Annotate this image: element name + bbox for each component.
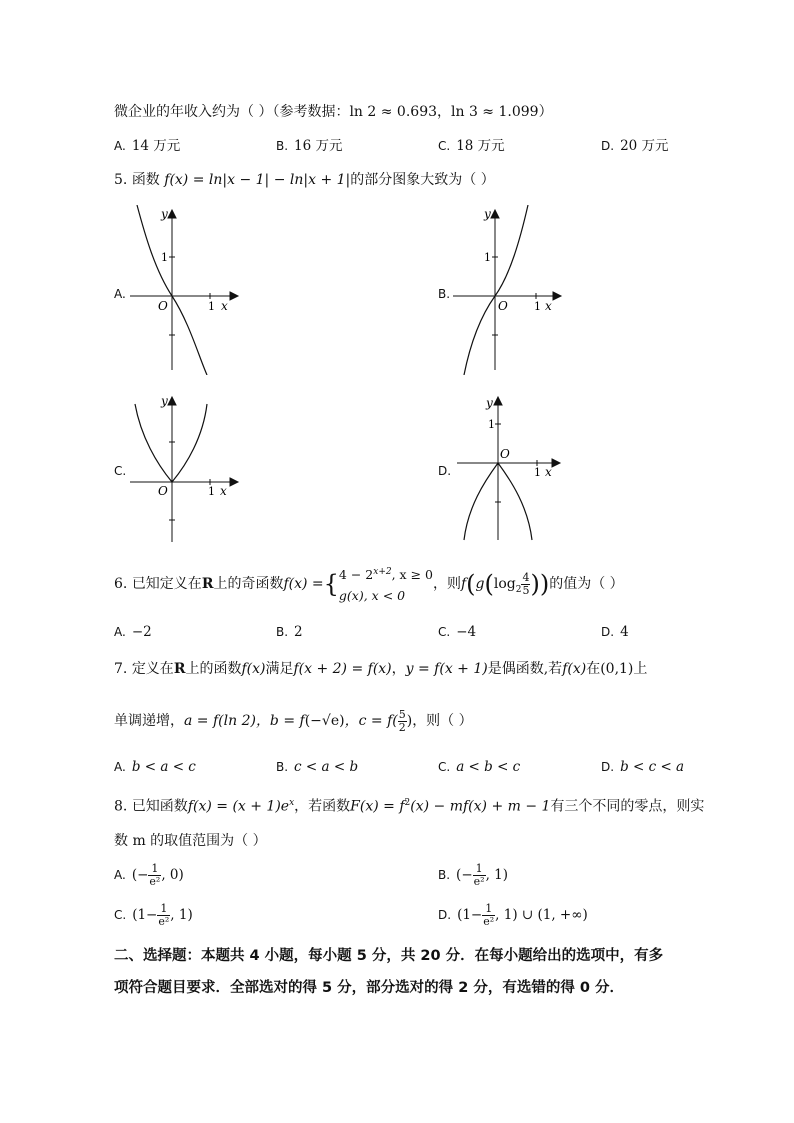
q4-option-c[interactable]: C. 18 万元 [438, 138, 505, 154]
graph-c-one-x: 1 [208, 485, 215, 498]
q4-option-a[interactable]: A. 14 万元 [114, 138, 181, 154]
graph-b-one-y: 1 [484, 251, 491, 264]
q7-fraction: $\frac{5}{2}$ [398, 707, 406, 734]
q7-option-d[interactable]: D. b < c < a [601, 759, 685, 775]
graph-d[interactable] [452, 392, 567, 542]
q6-piecewise: $4 - 2^{x+2}$, x ≥ 0 g(x), x < 0 [338, 567, 433, 603]
graph-a-x-label: x [221, 299, 228, 313]
q7-stem-line1: 7. 定义在R上的函数f(x)满足f(x + 2) = f(x)，y = f(x + 1)是偶函数,若f(x)在(0,1)上 [114, 661, 648, 677]
q5-stem: 5. 函数 f(x) = ln|x − 1| − ln|x + 1|的部分图象大致为（ ） [114, 172, 495, 188]
graph-a[interactable] [125, 205, 240, 375]
q8-stem-line1: 8. 已知函数$f(x) = (x + 1)e^x$，若函数$F(x) = f^2(x) - mf(x) + m - 1$有三个不同的零点，则实 [114, 798, 705, 815]
q8-stem-line2: 数 m 的取值范围为（ ） [114, 833, 267, 849]
q8-option-c[interactable]: C. (1− $\frac{1}{\text{e²}}$ , 1) [114, 902, 193, 928]
graph-d-one-x: 1 [534, 466, 541, 479]
graph-b-label[interactable]: B. [438, 287, 451, 301]
graph-d-curve-left [464, 463, 498, 540]
graph-d-origin: O [500, 447, 510, 461]
graph-c-origin: O [158, 484, 168, 498]
graph-d-x-label: x [545, 465, 552, 479]
q6-option-b[interactable]: B. 2 [276, 624, 303, 640]
graph-d-label[interactable]: D. [438, 464, 452, 478]
q8-option-a[interactable]: A. (− $\frac{1}{\text{e²}}$ , 0) [114, 862, 184, 888]
graph-c-curve-left [135, 404, 172, 482]
graph-c[interactable] [125, 392, 240, 547]
graph-c-curve-right [172, 404, 207, 482]
graph-a-axes [130, 210, 238, 370]
graph-c-y-label: y [161, 394, 168, 408]
graph-b-axes [453, 210, 561, 370]
graph-a-label[interactable]: A. [114, 287, 126, 301]
graph-a-one-x: 1 [208, 300, 215, 313]
q7-option-c[interactable]: C. a < b < c [438, 759, 521, 775]
q8-option-b[interactable]: B. (− $\frac{1}{\text{e²}}$ , 1) [438, 862, 509, 888]
graph-b-curve [464, 205, 528, 375]
graph-d-curve-right [498, 463, 532, 540]
left-brace: { [323, 570, 339, 598]
q6-fraction: $\frac{4}{5}$ [522, 570, 530, 597]
graph-c-axes [130, 397, 238, 542]
graph-d-y-label: y [486, 396, 493, 410]
graph-b[interactable] [448, 205, 563, 375]
q7-option-b[interactable]: B. c < a < b [276, 759, 359, 775]
graph-d-one-y: 1 [488, 418, 495, 431]
q6-option-a[interactable]: A. −2 [114, 624, 152, 640]
q6-option-c[interactable]: C. −4 [438, 624, 477, 640]
graph-b-y-label: y [484, 207, 491, 221]
q7-option-a[interactable]: A. b < a < c [114, 759, 196, 775]
q7-stem-line2: 单调递增，a = f(ln 2)，b = f(−√e)，c = f( $\frac{5}{2}$ )，则（ ） [114, 707, 473, 734]
q6-option-d[interactable]: D. 4 [601, 624, 629, 640]
q8-option-d[interactable]: D. (1− $\frac{1}{\text{e²}}$ , 1) ∪ (1, +∞) [438, 902, 588, 928]
graph-a-one-y: 1 [161, 251, 168, 264]
graph-b-x-label: x [545, 299, 552, 313]
graph-c-x-label: x [220, 484, 227, 498]
graph-b-origin: O [498, 299, 508, 313]
q4-option-d[interactable]: D. 20 万元 [601, 138, 669, 154]
q6-stem: 6. 已知定义在R上的奇函数f(x) ={ $4 - 2^{x+2}$, x ≥ 0 g(x), x < 0 ，则$f(g(\log_2$ $\frac{4}{5}$ ))的值为（ ） [114, 562, 624, 606]
q4-option-b[interactable]: B. 16 万元 [276, 138, 343, 154]
section-2-line2: 项符合题目要求．全部选对的得 5 分，部分选对的得 2 分，有选错的得 0 分． [114, 980, 625, 996]
graph-a-y-label: y [161, 207, 168, 221]
section-2-line1: 二、选择题：本题共 4 小题，每小题 5 分，共 20 分．在每小题给出的选项中，有多 [114, 948, 664, 964]
graph-a-origin: O [158, 299, 168, 313]
q4-intro: 微企业的年收入约为（ ）（参考数据：ln 2 ≈ 0.693，ln 3 ≈ 1.099） [114, 104, 553, 120]
graph-c-label[interactable]: C. [114, 464, 127, 478]
graph-b-one-x: 1 [534, 300, 541, 313]
